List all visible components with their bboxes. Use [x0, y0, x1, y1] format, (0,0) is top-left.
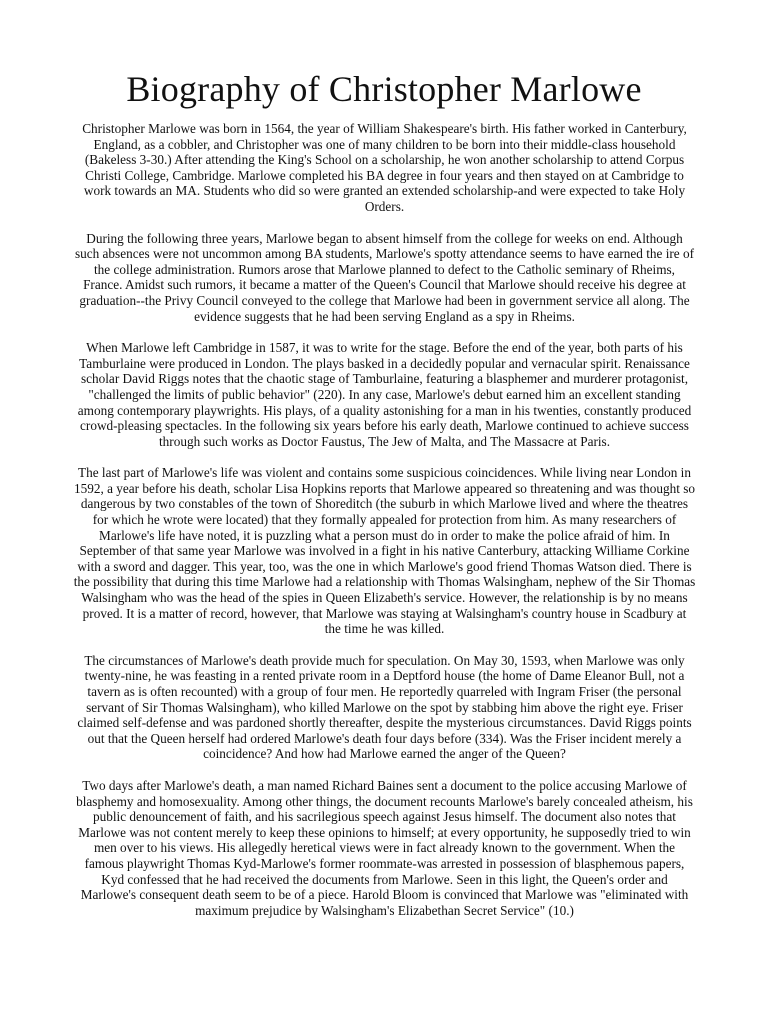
page-title: Biography of Christopher Marlowe [126, 69, 642, 109]
paragraph: The last part of Marlowe's life was violent and contains some suspicious coincidences. While living near London in 1592, a year before his death, scholar Lisa Hopkins reports that Marlowe appeared so threatening and was thought so dangerous by two constables of the town of Shoreditch (the suburb in which Marlowe lived and where the theatres for which he wrote were located) that they formally appealed for protection from him. As many researchers of Marlowe's life have noted, it is puzzling what a person must do in order to make the police afraid of him. In September of that same year Marlowe was involved in a fight in his native Canterbury, attacking Williame Corkine with a sword and dagger. This year, too, was the one in which Marlowe's good friend Thomas Watson died. There is the possibility that during this time Marlowe had a relationship with Thomas Walsingham, nephew of the Sir Thomas Walsingham who was the head of the spies in Queen Elizabeth's service. However, the relationship is by no means proved. It is a matter of record, however, that Marlowe was staying at Walsingham's country house in Scadbury at the time he was killed. [73, 465, 696, 637]
document-body [73, 121, 696, 934]
paragraph: Christopher Marlowe was born in 1564, the year of William Shakespeare's birth. His father worked in Canterbury, England, as a cobbler, and Christopher was one of many children to be born into their middle-class household (Bakeless 3-30.) After attending the King's School on a scholarship, he won another scholarship to attend Corpus Christi College, Cambridge. Marlowe completed his BA degree in four years and then stayed on at Cambridge to work towards an MA. Students who did so were granted an extended scholarship-and were expected to take Holy Orders. [82, 121, 687, 214]
paragraph: The circumstances of Marlowe's death provide much for speculation. On May 30, 1593, when Marlowe was only twenty-nine, he was feasting in a rented private room in a Deptford house (the home of Dame Eleanor Bull, not a tavern as is often recounted) with a group of four men. He reportedly quarreled with Ingram Friser (the personal servant of Sir Thomas Walsingham), who killed Marlowe on the spot by stabbing him above the right eye. Friser claimed self-defense and was pardoned shortly thereafter, despite the mysterious circumstances. David Riggs points out that the Queen herself had ordered Marlowe's death four days before (334). Was the Friser incident merely a coincidence? And how had Marlowe earned the anger of the Queen? [77, 652, 692, 762]
paragraph: During the following three years, Marlowe began to absent himself from the college for weeks on end. Although such absences were not uncommon among BA students, Marlowe's spotty attendance seems to have earned the ire of the college administration. Rumors arose that Marlowe planned to defect to the Catholic seminary of Rheims, France. Amidst such rumors, it became a matter of the Queen's Council that Marlowe should receive his degree at graduation--the Privy Council conveyed to the college that Marlowe had been in government service all along. The evidence suggests that he had been serving England as a spy in Rheims. [74, 230, 695, 324]
paragraph: When Marlowe left Cambridge in 1587, it was to write for the stage. Before the end of the year, both parts of his Tamburlaine were produced in London. The plays basked in a decidedly popular and vernacular spirit. Renaissance scholar David Riggs notes that the chaotic stage of Tamburlaine, featuring a blasphemer and murderer protagonist, "challenged the limits of public behavior" (220). In any case, Marlowe's debut earned him an excellent standing among contemporary playwrights. His plays, of a quality astonishing for a man in his twenties, constantly produced crowd-pleasing spectacles. In the following six years before his early death, Marlowe continued to achieve success through such works as Doctor Faustus, The Jew of Malta, and The Massacre at Paris. [77, 340, 692, 449]
paragraph: Two days after Marlowe's death, a man named Richard Baines sent a document to the police accusing Marlowe of blasphemy and homosexuality. Among other things, the document recounts Marlowe's barely concealed atheism, his public denouncement of faith, and his sacrilegious speech against Jesus himself. The document also notes that Marlowe was not content merely to keep these opinions to himself; at every opportunity, he supposedly tried to win men over to his views. His allegedly heretical views were in fact already known to the government. When the famous playwright Thomas Kyd-Marlowe's former roommate-was arrested in possession of blasphemous papers, Kyd confessed that he had received the documents from Marlowe. Seen in this light, the Queen's order and Marlowe's consequent death seem to be of a piece. Harold Bloom is convinced that Marlowe was "eliminated with maximum prejudice by Walsingham's Elizabethan Secret Service" (10.) [76, 777, 693, 918]
